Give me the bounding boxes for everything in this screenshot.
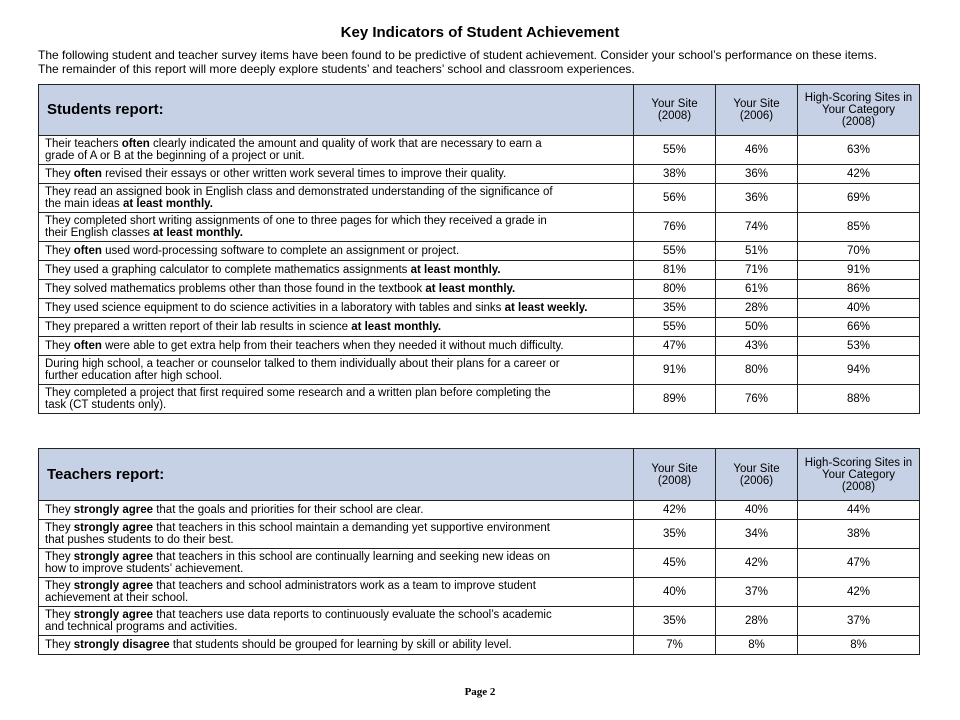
percent-cell: 69% bbox=[798, 184, 920, 213]
item-text: They bbox=[45, 522, 74, 534]
percent-cell: 46% bbox=[716, 136, 798, 165]
survey-item bbox=[39, 636, 634, 655]
percent-cell: 35% bbox=[634, 520, 716, 549]
percent-cell: 61% bbox=[716, 280, 798, 299]
percent-cell: 55% bbox=[634, 136, 716, 165]
survey-item bbox=[39, 136, 634, 165]
emphasis-text: often bbox=[73, 245, 102, 257]
item-text: how to improve students’ achievement. bbox=[45, 563, 244, 575]
percent-cell: 85% bbox=[798, 213, 920, 242]
percent-cell: 80% bbox=[634, 280, 716, 299]
percent-cell: 42% bbox=[798, 165, 920, 184]
percent-cell: 35% bbox=[634, 607, 716, 636]
percent-cell: 37% bbox=[716, 578, 798, 607]
percent-cell: 70% bbox=[798, 242, 920, 261]
item-text: They bbox=[45, 340, 74, 352]
item-text: that teachers in this school maintain a demanding yet supportive environment bbox=[153, 522, 550, 534]
item-text: They bbox=[45, 551, 74, 563]
percent-cell: 74% bbox=[716, 213, 798, 242]
item-text: that pushes students to do their best. bbox=[45, 534, 234, 546]
table-row bbox=[39, 607, 920, 636]
survey-item bbox=[39, 385, 634, 414]
percent-cell: 55% bbox=[634, 318, 716, 337]
table-row bbox=[39, 636, 920, 655]
item-text: They bbox=[45, 580, 74, 592]
percent-cell: 38% bbox=[634, 165, 716, 184]
section-title: Students report: bbox=[39, 85, 634, 136]
survey-item bbox=[39, 184, 634, 213]
survey-item bbox=[39, 578, 634, 607]
item-text: that teachers use data reports to continuously evaluate the school’s academic bbox=[153, 609, 552, 621]
column-header: High-Scoring Sites in Your Category (2008) bbox=[798, 449, 920, 501]
emphasis-text: strongly agree bbox=[73, 522, 154, 534]
percent-cell: 45% bbox=[634, 549, 716, 578]
percent-cell: 42% bbox=[634, 501, 716, 520]
survey-item bbox=[39, 318, 634, 337]
emphasis-text: strongly agree bbox=[73, 580, 154, 592]
item-text: used word-processing software to complete an assignment or project. bbox=[101, 245, 460, 257]
intro-line: The remainder of this report will more deeply explore students’ and teachers’ school and classroom experiences. bbox=[38, 62, 635, 76]
percent-cell: 51% bbox=[716, 242, 798, 261]
emphasis-text: often bbox=[73, 168, 102, 180]
percent-cell: 40% bbox=[634, 578, 716, 607]
item-text: further education after high school. bbox=[45, 370, 223, 382]
percent-cell: 76% bbox=[716, 385, 798, 414]
emphasis-text: strongly agree bbox=[73, 609, 154, 621]
emphasis-text: strongly disagree bbox=[73, 639, 170, 651]
percent-cell: 28% bbox=[716, 607, 798, 636]
emphasis-text: at least weekly. bbox=[504, 302, 588, 314]
column-header: Your Site (2008) bbox=[634, 449, 716, 501]
item-text: were able to get extra help from their teachers when they needed it without much difficulty. bbox=[101, 340, 564, 352]
table-row bbox=[39, 299, 920, 318]
table-header-row bbox=[39, 85, 920, 136]
percent-cell: 28% bbox=[716, 299, 798, 318]
survey-item bbox=[39, 280, 634, 299]
table-row bbox=[39, 385, 920, 414]
item-text: They read an assigned book in English class and demonstrated understanding of the significance of bbox=[45, 186, 553, 198]
survey-item bbox=[39, 549, 634, 578]
percent-cell: 89% bbox=[634, 385, 716, 414]
table-row bbox=[39, 242, 920, 261]
item-text: clearly indicated the amount and quality of work that are necessary to earn a bbox=[149, 138, 542, 150]
survey-item bbox=[39, 356, 634, 385]
survey-item bbox=[39, 501, 634, 520]
item-text: They used a graphing calculator to complete mathematics assignments bbox=[45, 264, 411, 276]
percent-cell: 47% bbox=[634, 337, 716, 356]
section-title: Teachers report: bbox=[39, 449, 634, 501]
column-header: High-Scoring Sites in Your Category (2008) bbox=[798, 85, 920, 136]
item-text: They bbox=[45, 245, 74, 257]
table-header-row bbox=[39, 449, 920, 501]
emphasis-text: at least monthly. bbox=[153, 227, 243, 239]
item-text: They completed short writing assignments of one to three pages for which they received a grade in bbox=[45, 215, 547, 227]
percent-cell: 8% bbox=[716, 636, 798, 655]
item-text: They bbox=[45, 609, 74, 621]
percent-cell: 50% bbox=[716, 318, 798, 337]
emphasis-text: strongly agree bbox=[73, 504, 154, 516]
teachers-report-table bbox=[38, 448, 920, 655]
item-text: During high school, a teacher or counselor talked to them individually about their plans for a career or bbox=[45, 358, 560, 370]
column-header: Your Site (2008) bbox=[634, 85, 716, 136]
item-text: They completed a project that first required some research and a written plan before completing the bbox=[45, 387, 551, 399]
emphasis-text: at least monthly. bbox=[425, 283, 516, 295]
percent-cell: 38% bbox=[798, 520, 920, 549]
percent-cell: 8% bbox=[798, 636, 920, 655]
table-row bbox=[39, 136, 920, 165]
survey-item bbox=[39, 213, 634, 242]
table-row bbox=[39, 213, 920, 242]
emphasis-text: at least monthly. bbox=[351, 321, 442, 333]
students-report-rows bbox=[39, 136, 920, 414]
intro-line: The following student and teacher survey items have been found to be predictive of student achievement. Consider your school’s performance on these items. bbox=[38, 48, 877, 62]
teachers-report-rows bbox=[39, 501, 920, 655]
survey-item bbox=[39, 607, 634, 636]
percent-cell: 34% bbox=[716, 520, 798, 549]
percent-cell: 86% bbox=[798, 280, 920, 299]
survey-item bbox=[39, 337, 634, 356]
item-text: They bbox=[45, 168, 74, 180]
survey-item bbox=[39, 242, 634, 261]
item-text: their English classes bbox=[45, 227, 154, 239]
percent-cell: 71% bbox=[716, 261, 798, 280]
percent-cell: 53% bbox=[798, 337, 920, 356]
percent-cell: 35% bbox=[634, 299, 716, 318]
emphasis-text: at least monthly. bbox=[410, 264, 501, 276]
item-text: that students should be grouped for learning by skill or ability level. bbox=[169, 639, 512, 651]
students-report-table bbox=[38, 84, 920, 414]
percent-cell: 47% bbox=[798, 549, 920, 578]
survey-item bbox=[39, 261, 634, 280]
table-row bbox=[39, 501, 920, 520]
table-row bbox=[39, 261, 920, 280]
item-text: grade of A or B at the beginning of a project or unit. bbox=[45, 150, 305, 162]
item-text: that the goals and priorities for their school are clear. bbox=[153, 504, 424, 516]
table-row bbox=[39, 318, 920, 337]
percent-cell: 94% bbox=[798, 356, 920, 385]
item-text: Their teachers bbox=[45, 138, 122, 150]
percent-cell: 40% bbox=[798, 299, 920, 318]
survey-item bbox=[39, 299, 634, 318]
table-row bbox=[39, 549, 920, 578]
item-text: that teachers and school administrators work as a team to improve student bbox=[153, 580, 536, 592]
percent-cell: 42% bbox=[716, 549, 798, 578]
table-row bbox=[39, 356, 920, 385]
page-number: Page 2 bbox=[464, 686, 496, 698]
item-text: They bbox=[45, 504, 74, 516]
emphasis-text: strongly agree bbox=[73, 551, 154, 563]
percent-cell: 81% bbox=[634, 261, 716, 280]
percent-cell: 43% bbox=[716, 337, 798, 356]
item-text: They bbox=[45, 639, 74, 651]
percent-cell: 40% bbox=[716, 501, 798, 520]
item-text: They used science equipment to do science activities in a laboratory with tables and sinks bbox=[45, 302, 505, 314]
emphasis-text: often bbox=[121, 138, 150, 150]
item-text: achievement at their school. bbox=[45, 592, 189, 604]
percent-cell: 44% bbox=[798, 501, 920, 520]
item-text: and technical programs and activities. bbox=[45, 621, 238, 633]
percent-cell: 36% bbox=[716, 184, 798, 213]
item-text: They solved mathematics problems other than those found in the textbook bbox=[45, 283, 426, 295]
percent-cell: 91% bbox=[798, 261, 920, 280]
percent-cell: 7% bbox=[634, 636, 716, 655]
table-row bbox=[39, 184, 920, 213]
intro-text bbox=[38, 48, 877, 76]
survey-item bbox=[39, 165, 634, 184]
table-row bbox=[39, 520, 920, 549]
percent-cell: 63% bbox=[798, 136, 920, 165]
emphasis-text: often bbox=[73, 340, 102, 352]
item-text: task (CT students only). bbox=[45, 399, 167, 411]
percent-cell: 42% bbox=[798, 578, 920, 607]
item-text: They prepared a written report of their lab results in science bbox=[45, 321, 352, 333]
item-text: that teachers in this school are continually learning and seeking new ideas on bbox=[153, 551, 551, 563]
report-title: Key Indicators of Student Achievement bbox=[340, 24, 620, 41]
percent-cell: 80% bbox=[716, 356, 798, 385]
table-row bbox=[39, 280, 920, 299]
percent-cell: 37% bbox=[798, 607, 920, 636]
percent-cell: 55% bbox=[634, 242, 716, 261]
item-text: revised their essays or other written work several times to improve their quality. bbox=[101, 168, 507, 180]
survey-item bbox=[39, 520, 634, 549]
table-row bbox=[39, 578, 920, 607]
column-header: Your Site (2006) bbox=[716, 85, 798, 136]
emphasis-text: at least monthly. bbox=[123, 198, 213, 210]
percent-cell: 91% bbox=[634, 356, 716, 385]
percent-cell: 36% bbox=[716, 165, 798, 184]
table-row bbox=[39, 165, 920, 184]
column-header: Your Site (2006) bbox=[716, 449, 798, 501]
table-row bbox=[39, 337, 920, 356]
percent-cell: 66% bbox=[798, 318, 920, 337]
percent-cell: 76% bbox=[634, 213, 716, 242]
item-text: the main ideas bbox=[45, 198, 123, 210]
percent-cell: 88% bbox=[798, 385, 920, 414]
percent-cell: 56% bbox=[634, 184, 716, 213]
